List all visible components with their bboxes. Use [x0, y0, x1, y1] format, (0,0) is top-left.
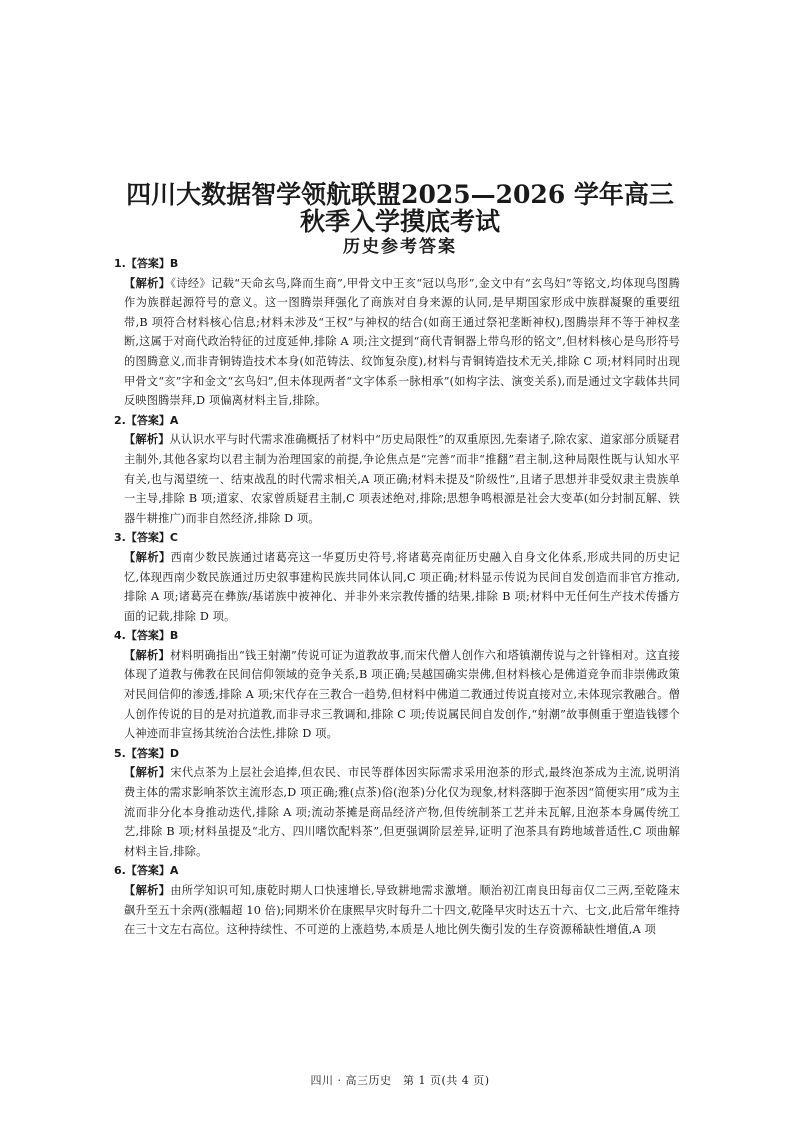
answer-item-2	[114, 411, 680, 529]
answer-item-3	[114, 528, 680, 626]
answer-label: 5.【答案】D	[114, 746, 179, 760]
answer-label: 2.【答案】A	[114, 413, 179, 427]
answer-label: 1.【答案】B	[114, 257, 179, 270]
analysis-body: 《诗经》记载“天命玄鸟,降而生商”,甲骨文中王亥“冠以鸟形”,金文中有“玄鸟妇”等铭文,均体现鸟图腾作为族群起源符号的意义。这一图腾崇拜强化了商族对自身来源的认同,是早期国家形成中族群凝聚的重要纽带,B 项符合材料核心信息;材料未涉及“王权”与神权的结合(如商王通过祭祀垄断神权),图腾崇拜不等于神权垄断,这属于对商代政治特征的过度延伸,排除 A 项;注文提到“商代青铜器上带鸟形的铭文”,但材料核心是鸟形符号的图腾意义,而非青铜铸造技术本身(如范铸法、纹饰复杂度),材料与青铜铸造技术无关,排除 C 项;材料同时出现甲骨文“亥”字和金文“玄鸟妇”,但未体现两者“文字体系一脉相承”(如构字法、演变关系),而是通过文字载体共同反映图腾崇拜,D 项偏离材料主旨,排除。	[124, 276, 680, 408]
exam-title-line2: 秋季入学摸底考试	[299, 207, 500, 236]
analysis-text	[124, 763, 680, 861]
analysis-tag: 【解析】	[124, 432, 170, 447]
analysis-body: 宋代点茶为上层社会追捧,但农民、市民等群体因实际需求采用泡茶的形式,最终泡茶成为主流,说明消费主体的需求影响茶饮主流形态,D 项正确;雅(点茶)俗(泡茶)分化仅为现象,材料落脚于泡茶因“简便实用”成为主流而非分化本身推动迭代,排除 A 项;流动茶摊是商品经济产物,但传统制茶工艺并未瓦解,且泡茶本身属传统工艺,排除 B 项;材料虽提及“北方、四川嗜饮配料茶”,但更强调阶层差异,证明了泡茶具有跨地域普适性,C 项曲解材料主旨,排除。	[124, 766, 680, 858]
page-footer: 四川 · 高三历史 第 1 页(共 4 页)	[310, 1074, 490, 1087]
analysis-tag: 【解析】	[124, 883, 171, 897]
analysis-text	[124, 274, 680, 411]
analysis-body: 由所学知识可知,康乾时期人口快速增长,导致耕地需求激增。顺治初江南良田每亩仅二三两,至乾隆末飙升至五十余两(涨幅超 10 倍);同期米价在康熙早灾时每升二十四文,乾隆早灾时达五十六、七文,此后常年维持在三十文左右高位。这种持续性、不可逆的上涨趋势,本质是人地比例失衡引发的生存资源稀缺性增值,A 项	[124, 884, 680, 937]
analysis-body: 从认识水平与时代需求准确概括了材料中“历史局限性”的双重原因,先秦诸子,除农家、道家部分质疑君主制外,其他各家均以君主制为治理国家的前提,争论焦点是“完善”而非“推翻”君主制,这种局限性既与认知水平有关,也与渴望统一、结束战乱的时代需求相关,A 项正确;材料未提及“阶级性”,且诸子思想并非受奴隶主贵族单一主导,排除 B 项;道家、农家曾质疑君主制,C 项表述绝对,排除;思想争鸣根源是社会大变革(如分封制瓦解、铁器牛耕推广)而非自然经济,排除 D 项。	[124, 433, 680, 525]
answer-item-6	[114, 861, 680, 939]
answer-item-1	[114, 254, 680, 411]
answers-list	[114, 254, 680, 940]
analysis-text	[124, 646, 680, 744]
answer-label: 3.【答案】C	[114, 531, 178, 545]
answer-item-5	[114, 744, 680, 862]
answer-label: 6.【答案】A	[114, 864, 179, 878]
analysis-tag: 【解析】	[124, 765, 171, 780]
analysis-text	[124, 548, 680, 626]
answer-item-4	[114, 626, 680, 744]
analysis-body: 材料明确指出“钱王射潮”传说可证为道教故事,而宋代僧人创作六和塔镇潮传说与之针锋相对。这直接体现了道教与佛教在民间信仰领域的竞争关系,B 项正确;吴越国确实崇佛,但材料核心是佛道竞争而非崇佛政策对民间信仰的渗透,排除 A 项;宋代存在三教合一趋势,但材料中佛道二教通过传说直接对立,未体现宗教融合。僧人创作传说的目的是对抗道教,而非寻求三教调和,排除 C 项;传说属民间自发创作,“射潮”故事侧重于塑造钱镠个人神迹而非宣扬其统治合法性,排除 D 项。	[124, 648, 680, 741]
analysis-body: 西南少数民族通过诸葛亮这一华夏历史符号,将诸葛亮南征历史融入自身文化体系,形成共同的历史记忆,体现西南少数民族通过历史叙事建构民族共同体认同,C 项正确;材料显示传说为民间自发创造而非官方推动,排除 A 项;诸葛亮在彝族/基诺族中被神化、并非外来宗教传播的结果,排除 B 项;材料中无任何生产技术传播方面的记载,排除 D 项。	[124, 550, 680, 623]
subject-subtitle: 历史参考答案	[343, 237, 457, 257]
analysis-text	[124, 430, 680, 528]
analysis-tag: 【解析】	[124, 647, 170, 662]
analysis-tag: 【解析】	[124, 275, 171, 290]
analysis-text	[124, 881, 680, 940]
exam-title-line1: 四川大数据智学领航联盟2025—2026 学年高三	[126, 180, 674, 209]
analysis-tag: 【解析】	[124, 549, 171, 564]
answer-label: 4.【答案】B	[114, 629, 179, 643]
